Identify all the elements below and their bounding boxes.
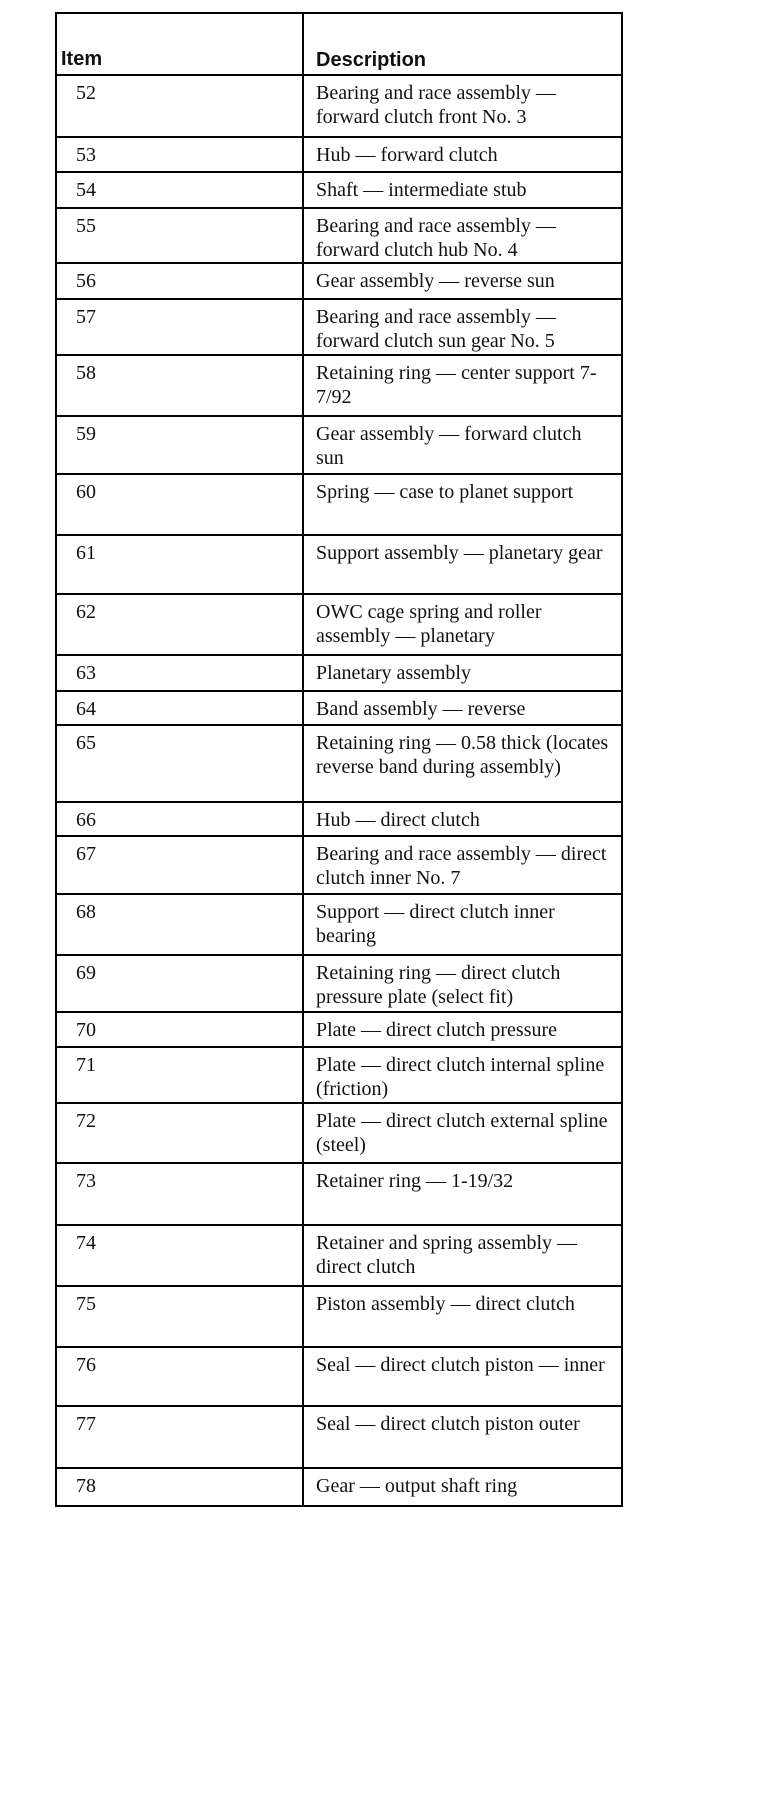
table-row	[57, 656, 621, 692]
item-description: Retainer and spring assembly — direct clutch	[316, 1232, 578, 1278]
table-row	[57, 837, 621, 895]
item-description: Seal — direct clutch piston — inner	[316, 1354, 605, 1376]
table-row	[57, 803, 621, 837]
item-description: Bearing and race assembly — forward clutch sun gear No. 5	[316, 306, 556, 352]
item-column-header: Item	[57, 14, 304, 74]
table-row	[57, 1013, 621, 1048]
table-row	[57, 726, 621, 803]
item-description: Bearing and race assembly — forward clutch front No. 3	[316, 82, 556, 128]
table-row	[57, 209, 621, 264]
table-row	[57, 138, 621, 173]
item-description: Band assembly — reverse	[316, 698, 526, 720]
item-description: Plate — direct clutch pressure	[316, 1019, 558, 1041]
item-description: Plate — direct clutch internal spline (friction)	[316, 1054, 605, 1100]
item-number: 77	[57, 1407, 304, 1467]
item-description: Planetary assembly	[316, 662, 471, 684]
item-number: 69	[57, 956, 304, 1011]
table-row	[57, 173, 621, 209]
table-row	[57, 264, 621, 300]
item-number: 58	[57, 356, 304, 415]
item-description: Support assembly — planetary gear	[316, 542, 603, 564]
table-row	[57, 1407, 621, 1469]
item-number: 65	[57, 726, 304, 801]
item-number: 74	[57, 1226, 304, 1285]
table-row	[57, 956, 621, 1013]
table-row	[57, 895, 621, 956]
table-row	[57, 1348, 621, 1407]
item-number: 54	[57, 173, 304, 207]
table-row	[57, 1287, 621, 1348]
item-number: 55	[57, 209, 304, 262]
item-number: 59	[57, 417, 304, 473]
item-description: Retaining ring — direct clutch pressure plate (select fit)	[316, 962, 561, 1008]
table-row	[57, 536, 621, 595]
item-description: Gear — output shaft ring	[316, 1475, 518, 1497]
item-description: Bearing and race assembly — direct clutch inner No. 7	[316, 843, 607, 889]
item-description: Plate — direct clutch external spline (steel)	[316, 1110, 608, 1156]
table-row	[57, 356, 621, 417]
item-description: Hub — forward clutch	[316, 144, 498, 166]
item-number: 78	[57, 1469, 304, 1505]
item-number: 70	[57, 1013, 304, 1046]
table-row	[57, 1226, 621, 1287]
item-description: Bearing and race assembly — forward clutch hub No. 4	[316, 215, 556, 261]
item-description: Gear assembly — forward clutch sun	[316, 423, 582, 469]
item-number: 61	[57, 536, 304, 593]
item-description: Spring — case to planet support	[316, 481, 574, 503]
table-row	[57, 1469, 621, 1505]
item-number: 63	[57, 656, 304, 690]
item-number: 73	[57, 1164, 304, 1224]
item-description: Gear assembly — reverse sun	[316, 270, 555, 292]
item-number: 67	[57, 837, 304, 893]
item-number: 76	[57, 1348, 304, 1405]
table-header-row	[57, 14, 621, 76]
item-number: 56	[57, 264, 304, 298]
item-number: 72	[57, 1104, 304, 1162]
item-number: 75	[57, 1287, 304, 1346]
item-description: Shaft — intermediate stub	[316, 179, 527, 201]
table-row	[57, 1048, 621, 1104]
item-description: Hub — direct clutch	[316, 809, 480, 831]
item-number: 53	[57, 138, 304, 171]
table-row	[57, 692, 621, 726]
item-number: 62	[57, 595, 304, 654]
description-column-header: Description	[316, 49, 427, 71]
parts-table	[55, 12, 623, 1507]
item-number: 71	[57, 1048, 304, 1102]
item-number: 57	[57, 300, 304, 354]
table-row	[57, 300, 621, 356]
table-row	[57, 1164, 621, 1226]
item-description: Retaining ring — 0.58 thick (locates reverse band during assembly)	[316, 732, 609, 778]
table-row	[57, 76, 621, 138]
item-description: Piston assembly — direct clutch	[316, 1293, 575, 1315]
item-description: Support — direct clutch inner bearing	[316, 901, 555, 947]
item-number: 66	[57, 803, 304, 835]
item-number: 64	[57, 692, 304, 724]
item-number: 68	[57, 895, 304, 954]
table-row	[57, 595, 621, 656]
table-row	[57, 475, 621, 536]
item-number: 60	[57, 475, 304, 534]
table-row	[57, 1104, 621, 1164]
item-description: Retaining ring — center support 7-7/92	[316, 362, 597, 408]
item-description: Seal — direct clutch piston outer	[316, 1413, 580, 1435]
item-description: Retainer ring — 1-19/32	[316, 1170, 514, 1192]
item-number: 52	[57, 76, 304, 136]
item-description: OWC cage spring and roller assembly — planetary	[316, 601, 542, 647]
table-row	[57, 417, 621, 475]
